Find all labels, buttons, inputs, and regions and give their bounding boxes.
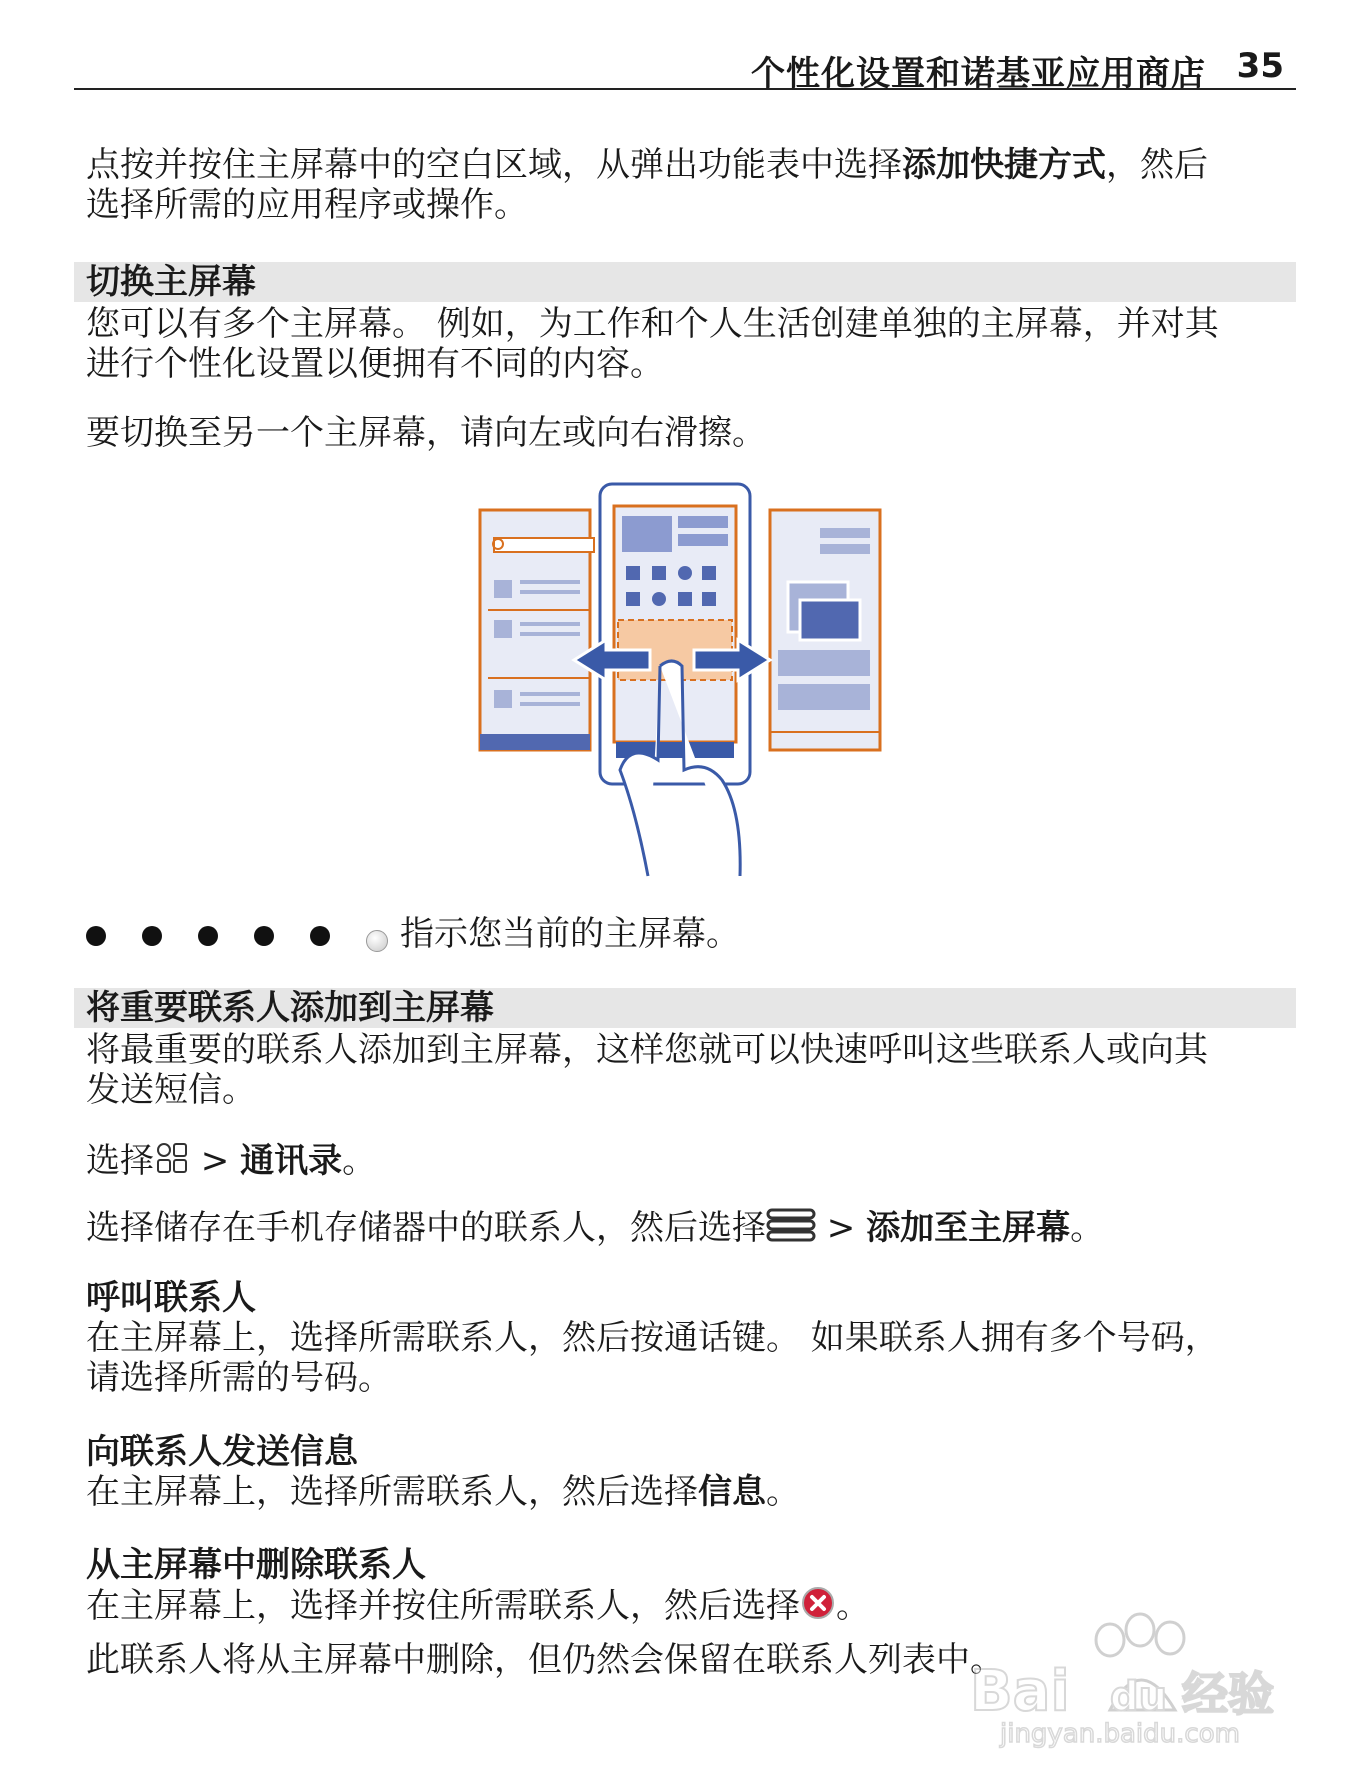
remove-line-2: 此联系人将从主屏幕中删除，但仍然会保留在联系人列表中。: [86, 1640, 1004, 1680]
indicator-dot: [86, 926, 106, 946]
message-end: 。: [766, 1472, 800, 1512]
contacts-menu-label: 通讯录: [240, 1141, 343, 1181]
svg-text:du: du: [1110, 1674, 1168, 1720]
remove-contact-heading: 从主屏幕中删除联系人: [86, 1545, 426, 1585]
baidu-watermark: [960, 1600, 1290, 1750]
section-heading-switch: 切换主屏幕: [74, 262, 1296, 302]
intro-text: 点按并按住主屏幕中的空白区域，从弹出功能表中选择: [86, 145, 902, 185]
select-prefix: 选择: [86, 1141, 154, 1181]
remove-prefix: 在主屏幕上，选择并按住所需联系人，然后选择: [86, 1586, 800, 1626]
svg-text:经验: 经验: [1182, 1667, 1274, 1721]
header-title: 个性化设置和诺基亚应用商店: [751, 54, 1206, 94]
page-header: [74, 38, 1296, 94]
add-to-home-label: 添加至主屏幕: [866, 1208, 1071, 1248]
switch-p1-line1: 您可以有多个主屏幕。 例如，为工作和个人生活创建单独的主屏幕，并对其: [86, 304, 1219, 344]
call-contact-heading: 呼叫联系人: [86, 1278, 256, 1318]
add-shortcut-label: 添加快捷方式: [902, 145, 1106, 185]
message-label: 信息: [698, 1472, 766, 1512]
indicator-dot: [254, 926, 274, 946]
store-separator: >: [816, 1208, 867, 1248]
contacts-p1-line1: 将最重要的联系人添加到主屏幕，这样您就可以快速呼叫这些联系人或向其: [86, 1030, 1208, 1070]
message-paragraph: [86, 1472, 1286, 1512]
message-contact-heading: 向联系人发送信息: [86, 1432, 358, 1472]
message-prefix: 在主屏幕上，选择所需联系人，然后选择: [86, 1472, 698, 1512]
call-paragraph: [86, 1318, 1286, 1398]
switch-paragraph-1: [86, 304, 1286, 384]
store-prefix: 选择储存在手机存储器中的联系人，然后选择: [86, 1208, 766, 1248]
contacts-p1-line2: 发送短信。: [86, 1070, 256, 1110]
apps-grid-icon: [154, 1140, 190, 1185]
store-contact-line: [86, 1207, 1286, 1252]
section-heading-contacts: 将重要联系人添加到主屏幕: [74, 988, 1296, 1028]
indicator-dot: [198, 926, 218, 946]
indicator-dot: [310, 926, 330, 946]
select-end: 。: [342, 1141, 377, 1181]
remove-end: 。: [836, 1586, 870, 1626]
intro-paragraph: [86, 145, 1286, 225]
intro-line2: 选择所需的应用程序或操作。: [86, 185, 528, 225]
menu-lines-icon: [766, 1207, 816, 1252]
select-contacts-line: [86, 1140, 1286, 1185]
switch-paragraph-2: 要切换至另一个主屏幕，请向左或向右滑擦。: [86, 413, 766, 453]
call-line2: 请选择所需的号码。: [86, 1358, 392, 1398]
current-screen-dot: [366, 930, 388, 952]
swipe-home-screens-illustration: [470, 480, 900, 880]
switch-p1-line2: 进行个性化设置以便拥有不同的内容。: [86, 344, 664, 384]
store-end: 。: [1070, 1208, 1105, 1248]
svg-text:jingyan.baidu.com: jingyan.baidu.com: [1000, 1719, 1240, 1749]
page-number: 35: [1236, 46, 1284, 86]
call-line1: 在主屏幕上，选择所需联系人，然后按通话键。 如果联系人拥有多个号码，: [86, 1318, 1219, 1358]
indicator-description: 指示您当前的主屏幕。: [400, 914, 740, 954]
svg-text:Bai: Bai: [970, 1659, 1070, 1724]
select-separator: >: [190, 1141, 241, 1181]
contacts-paragraph-1: [86, 1030, 1286, 1110]
delete-x-icon: [800, 1585, 836, 1630]
home-screen-indicator: [86, 914, 886, 964]
indicator-dot: [142, 926, 162, 946]
intro-text-end: ，然后: [1106, 145, 1208, 185]
